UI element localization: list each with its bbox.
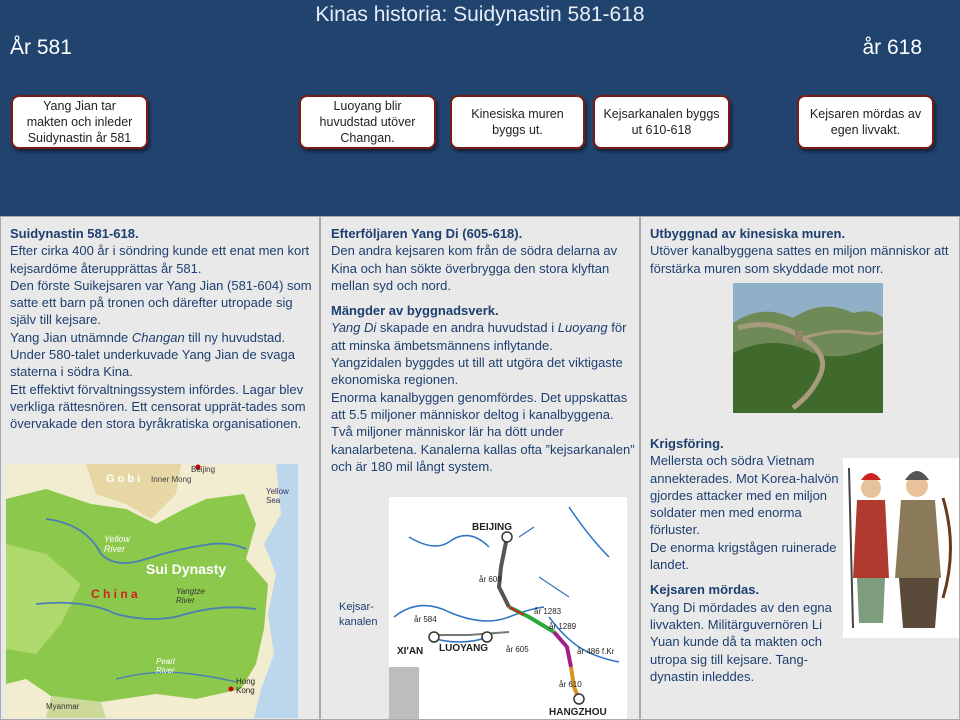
- col1-heading: Suidynastin 581-618.: [10, 226, 139, 241]
- col1-paragraph-2: Den förste Suikejsaren var Yang Jian (581-604) som satte ett barn på tronen och därefter utropade sig själv till kejsare.: [10, 277, 312, 328]
- col1-paragraph-3: Yang Jian utnämnde Changan till ny huvudstad.: [10, 329, 286, 345]
- canal-city-hangzhou: [574, 694, 584, 704]
- event-box-grand-canal: Kejsarkanalen byggs ut 610-618: [593, 95, 730, 149]
- map-label-sui-dynasty: Sui Dynasty: [146, 561, 227, 577]
- canal-label-1289: år 1289: [549, 622, 577, 631]
- canal-label-608: år 608: [479, 575, 502, 584]
- canal-label-486: år 486 f.Kr: [577, 647, 615, 656]
- canal-label-hangzhou: HANGZHOU: [549, 707, 607, 718]
- col2-heading-2: Mängder av byggnadsverk.: [331, 303, 499, 319]
- col2-paragraph-2: Yang Di skapade en andra huvudstad i Luoyang för att minska ämbetsmännens inflytande.: [331, 320, 627, 353]
- page-title: Kinas historia: Suidynastin 581-618: [315, 3, 645, 26]
- map-label-yellow-river: Yellow River: [104, 534, 131, 554]
- canal-label-1283: år 1283: [534, 607, 562, 616]
- col2-heading-1: Efterföljaren Yang Di (605-618).: [331, 226, 523, 241]
- soldier2-legs: [899, 578, 939, 628]
- map-label-myanmar: Myanmar: [46, 702, 80, 711]
- canal-label-luoyang: LUOYANG: [439, 643, 489, 654]
- canal-label-610: år 610: [559, 680, 582, 689]
- year-end-label: år 618: [862, 36, 922, 59]
- timeline-banner: [0, 0, 960, 216]
- wall-near-hills: [733, 343, 883, 413]
- map-hongkong-dot: [229, 687, 234, 692]
- grand-canal-map: [389, 497, 627, 719]
- column-great-wall-war: [640, 216, 960, 720]
- great-wall-photo: [733, 283, 883, 413]
- canal-label-605: år 605: [506, 645, 529, 654]
- map-label-inner-mongolia: Inner Mong: [151, 475, 192, 484]
- canal-city-xian: [429, 632, 439, 642]
- col2-paragraph-1: Den andra kejsaren kom från de södra delarna av Kina och han sökte överbrygga den stora klyftan mellan syd och nord.: [331, 243, 618, 293]
- map-label-gobi: G o b i: [106, 473, 141, 485]
- col3-heading-2: Krigsföring.: [650, 436, 724, 451]
- col1-paragraph-1: Efter cirka 400 år i söndring kunde ett enat men kort kejsardöme återupprättas år 581.: [10, 243, 310, 276]
- canal-city-luoyang: [482, 632, 492, 642]
- event-box-emperor-murdered: Kejsaren mördas av egen livvakt.: [797, 95, 934, 149]
- map-label-yangtze: Yangtze River: [176, 587, 205, 605]
- sui-dynasty-map: [6, 464, 298, 718]
- soldier1-robe: [853, 500, 889, 578]
- col1-paragraph-4: Under 580-talet underkuvade Yang Jian de svaga staterna i södra Kina.: [10, 347, 295, 380]
- col3-paragraph-1: Utöver kanalbyggena sattes en miljon människor att förstärka muren som skyddade mot norr.: [650, 243, 949, 276]
- map-label-china: C h i n a: [91, 587, 138, 601]
- event-box-great-wall: Kinesiska muren byggs ut.: [450, 95, 585, 149]
- col3-heading-1: Utbyggnad av kinesiska muren.: [650, 226, 846, 241]
- canal-label-584: år 584: [414, 615, 437, 624]
- col2-paragraph-4: Enorma kanalbyggen genomfördes. Det uppskattas att 5.5 miljoner människor deltog i kanalbyggena. Två miljoner människor lär ha dött under kanalarbetena. Kanalerna kallas ofta ”kejsarkanalen” och är 180 mil långt system.: [331, 389, 635, 474]
- column-yang-di: [320, 216, 640, 720]
- column-sui-dynasty: [0, 216, 320, 720]
- canal-label-beijing: BEIJING: [472, 522, 513, 533]
- canal-map-corner: [389, 667, 419, 719]
- col2-text: [331, 225, 635, 475]
- soldiers-illustration: [843, 458, 959, 638]
- map-label-pearl-river: Pearl River: [156, 657, 175, 675]
- col3-text-top: [650, 225, 955, 277]
- map-label-beijing: Beijing: [191, 465, 216, 474]
- map-label-yellow-sea: Yellow Sea: [266, 487, 289, 505]
- canal-city-beijing: [502, 532, 512, 542]
- col3-paragraph-3: De enorma krigstågen ruinerade landet.: [650, 539, 837, 573]
- col3-paragraph-4: Yang Di mördades av den egna livvakten. Militärguvernören Li Yuan kunde då ta makten och utropa sig till kejsare. Tang-dynastin inleddes.: [650, 599, 832, 684]
- canal-map-caption: Kejsar- kanalen: [339, 601, 378, 628]
- col1-text: [10, 225, 312, 433]
- map-label-hong-kong: Hong Kong: [236, 677, 256, 695]
- col3-paragraph-2: Mellersta och södra Vietnam annekterades. Mot Korea-halvön gjordes attacker med en miljon soldater men med enorma förluster.: [650, 453, 839, 538]
- col3-heading-3: Kejsaren mördas.: [650, 582, 760, 598]
- wall-tower: [795, 331, 803, 341]
- col3-text-bottom: [650, 435, 850, 685]
- soldier2-armor: [895, 500, 941, 578]
- col1-paragraph-5: Ett effektivt förvaltningssystem infördes. Lagar blev verkliga rättesnören. Ett censorat upprät-tades som övervakade den stora byråkratiska organisationen.: [10, 381, 306, 432]
- col2-paragraph-3: Yangzidalen byggdes ut till att utgöra det viktigaste ekonomiska regionen.: [331, 355, 623, 388]
- canal-label-xian: XI'AN: [397, 646, 424, 657]
- soldier1-head: [861, 478, 881, 498]
- event-box-yang-jian: Yang Jian tar makten och inleder Suidynastin år 581: [11, 95, 148, 149]
- soldier1-legs: [857, 578, 885, 623]
- event-box-luoyang: Luoyang blir huvudstad utöver Changan.: [299, 95, 436, 149]
- year-start-label: År 581: [10, 36, 72, 59]
